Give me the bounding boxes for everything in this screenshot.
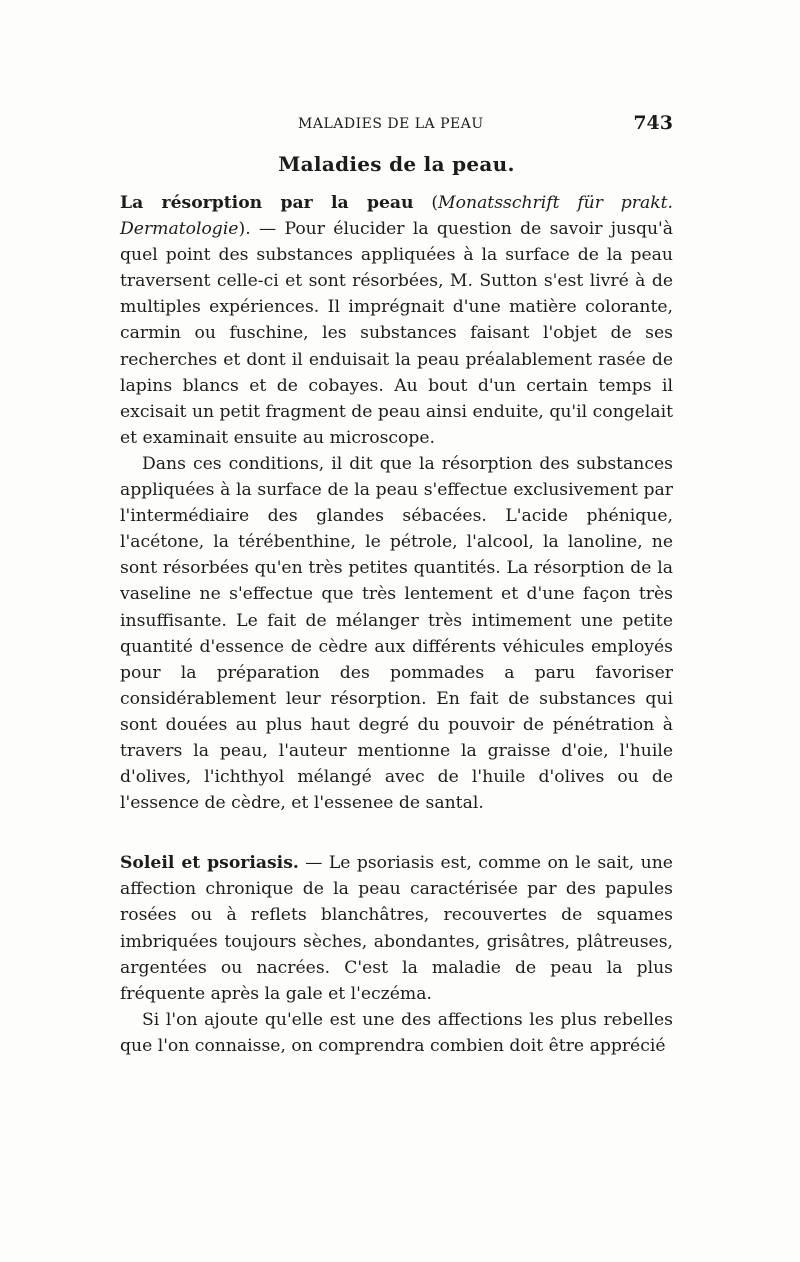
book-page (120, 112, 673, 1059)
running-title: MALADIES DE LA PEAU (298, 116, 484, 132)
article1-source: Monatsschrift für prakt. Dermatologie (120, 193, 674, 240)
article2-paragraph-1 (120, 850, 673, 1007)
article1-paragraph-2: Dans ces conditions, il dit que la résorption des substances appliquées à la surface de la peau s'effectue exclusivement par l'intermédiaire des glandes sébacées. L'acide phénique, l'acétone, la térébenthine, le pétrole, l'alcool, la lanoline, ne sont résorbées qu'en très petites quantités. La résorption de la vaseline ne s'effectue que très lentement et d'une façon très insuffisante. Le fait de mélanger très intimement une petite quantité d'essence de cèdre aux différents véhicules employés pour la préparation des pommades a paru favoriser considérablement leur résorption. En fait de substances qui sont douées au plus haut degré du pouvoir de pénétration à travers la peau, l'auteur mentionne la graisse d'oie, l'huile d'olives, l'ichthyol mélangé avec de l'huile d'olives ou de l'essence de cèdre, et l'essenee de santal. (120, 453, 673, 814)
article2-heading: Soleil et psoriasis. (120, 853, 299, 874)
article1-heading: La résorption par la peau (120, 193, 414, 213)
article1-source-open: ( (413, 193, 439, 213)
article1-p1-text: ). — Pour élucider la question de savoir jusqu'à quel point des substances appliquées à la surface de la peau traversent celle-ci et sont résorbées, M. Sutton s'est livré à de multiples expériences. Il imprégnait d'une matière colorante, carmin ou fuschine, les substances faisant l'objet de ses recherches et dont il enduisait la peau préalablement rasée de lapins blancs et de cobayes. Au bout d'un certain temps il excisait un petit fragment de peau ainsi enduite, qu'il congelait et examinait ensuite au microscope. (120, 219, 673, 448)
article1-paragraph-1 (120, 190, 673, 451)
section-title: Maladies de la peau. (278, 152, 515, 176)
page-number: 743 (633, 112, 673, 134)
running-head (120, 112, 673, 140)
section-gap (120, 816, 673, 850)
article2-paragraph-2: Si l'on ajoute qu'elle est une des affections les plus rebelles que l'on connaisse, on comprendra combien doit être apprécié (120, 1009, 673, 1056)
article2-p1-text: — Le psoriasis est, comme on le sait, une affection chronique de la peau caractérisée par des papules rosées ou à reflets blanchâtres, recouvertes de squames imbriquées toujours sèches, abondantes, grisâtres, plâtreuses, argentées ou nacrées. C'est la maladie de peau la plus fréquente après la gale et l'eczéma. (120, 853, 673, 1004)
